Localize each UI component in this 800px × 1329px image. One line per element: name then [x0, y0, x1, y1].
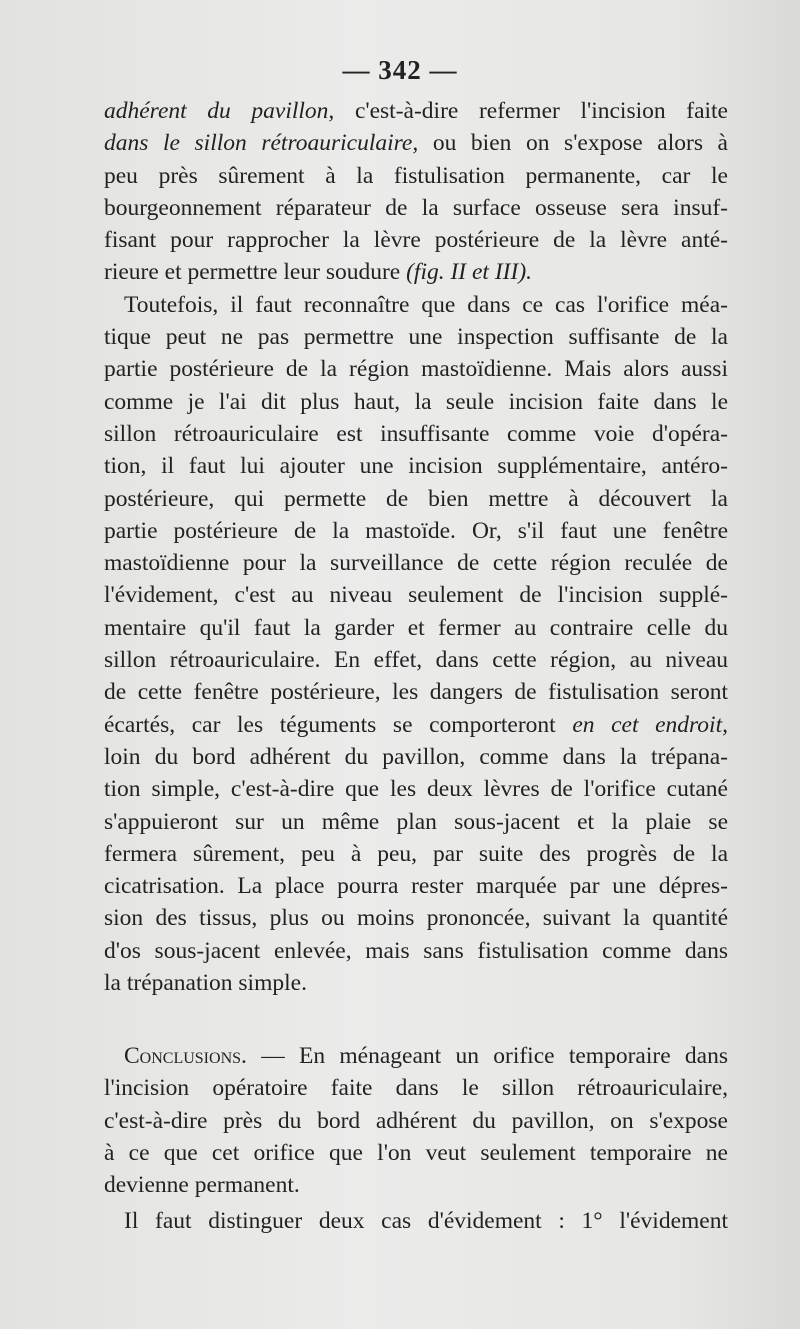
- paragraph-2: [104, 289, 728, 1000]
- text-line: mastoïdienne pour la surveillance de cette région reculée de: [104, 550, 728, 577]
- text-line: à ce que cet orifice que l'on veut seulement temporaire ne: [104, 1139, 728, 1166]
- text-line: tion, il faut lui ajouter une incision supplémentaire, antéro-: [104, 453, 728, 480]
- text-line: postérieure, qui permette de bien mettre à découvert la: [104, 485, 728, 512]
- text-line: c'est-à-dire près du bord adhérent du pavillon, on s'expose: [104, 1107, 728, 1134]
- text-line: partie postérieure de la région mastoïdienne. Mais alors aussi: [104, 356, 728, 383]
- text-line: sillon rétroauriculaire est insuffisante comme voie d'opéra-: [104, 420, 728, 447]
- conclusions-section: [104, 1040, 728, 1238]
- text-line: écartés, car les téguments se comporteront en cet endroit,: [104, 711, 728, 738]
- text-line: sillon rétroauriculaire. En effet, dans cette région, au niveau: [104, 647, 728, 674]
- text-line: Il faut distinguer deux cas d'évidement : 1° l'évidement: [124, 1208, 728, 1235]
- text-line: dans le sillon rétroauriculaire, ou bien on s'expose alors à: [104, 130, 728, 157]
- text-line: bourgeonnement réparateur de la surface osseuse sera insuf-: [104, 194, 728, 221]
- text-line: l'évidement, c'est au niveau seulement de l'incision supplé-: [104, 582, 728, 609]
- conclusions-heading: Conclusions.: [124, 1043, 247, 1069]
- text-line: partie postérieure de la mastoïde. Or, s'il faut une fenêtre: [104, 517, 728, 544]
- text-line: fermera sûrement, peu à peu, par suite des progrès de la: [104, 840, 728, 867]
- text-line: d'os sous-jacent enlevée, mais sans fistulisation comme dans: [104, 937, 728, 964]
- page-number: — 342 —: [342, 55, 458, 85]
- text-line: adhérent du pavillon, c'est-à-dire refermer l'incision faite: [104, 98, 728, 124]
- text-line: s'appuieront sur un même plan sous-jacent et la plaie se: [104, 808, 728, 835]
- paragraph-1: [104, 95, 728, 289]
- body-text: [104, 95, 728, 999]
- text-line: tique peut ne pas permettre une inspection suffisante de la: [104, 324, 728, 351]
- text-line: mentaire qu'il faut la garder et fermer au contraire celle du: [104, 614, 728, 641]
- text-line: rieure et permettre leur soudure (fig. II et III).: [104, 259, 533, 286]
- text-line: cicatrisation. La place pourra rester marquée par une dépres-: [104, 873, 728, 900]
- text-line: comme je l'ai dit plus haut, la seule incision faite dans le: [104, 388, 728, 415]
- text-line: tion simple, c'est-à-dire que les deux lèvres de l'orifice cutané: [104, 776, 728, 803]
- text-line: la trépanation simple.: [104, 970, 307, 997]
- text-line: l'incision opératoire faite dans le sillon rétroauriculaire,: [104, 1075, 728, 1102]
- text-line: sion des tissus, plus ou moins prononcée, suivant la quantité: [104, 905, 728, 932]
- text-line: Toutefois, il faut reconnaître que dans ce cas l'orifice méa-: [124, 291, 728, 318]
- text-line: loin du bord adhérent du pavillon, comme dans la trépana-: [104, 743, 728, 770]
- text-line: devienne permanent.: [104, 1172, 300, 1199]
- text-line: peu près sûrement à la fistulisation permanente, car le: [104, 162, 728, 189]
- text-line: fisant pour rapprocher la lèvre postérieure de la lèvre anté-: [104, 227, 728, 254]
- text-line: Conclusions. — En ménageant un orifice temporaire dans: [124, 1043, 728, 1069]
- text-line: de cette fenêtre postérieure, les dangers de fistulisation seront: [104, 679, 728, 706]
